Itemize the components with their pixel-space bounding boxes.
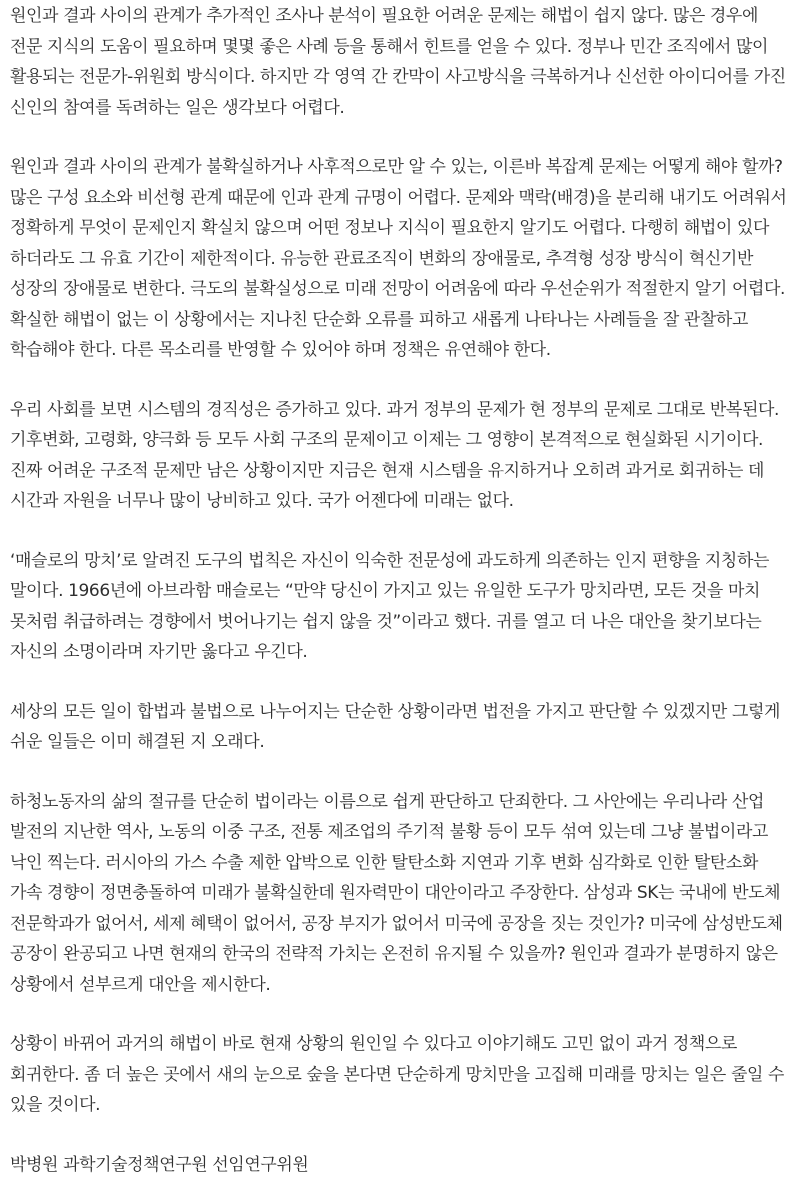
article-paragraph-6: 하청노동자의 삶의 절규를 단순히 법이라는 이름으로 쉽게 판단하고 단죄한다. 그 사안에는 우리나라 산업 발전의 지난한 역사, 노동의 이중 구조, 전통 제조업의 주기적 불황 등이 모두 섞여 있는데 그냥 불법이라고 낙인 찍는다. 러시아의 가스 수출 제한 압박으로 인한 탈탄소화 지연과 기후 변화 심각화로 인한 탈탄소화 가속 경향이 정면충돌하여 미래가 불확실한데 원자력만이 대안이라고 주장한다. 삼성과 SK는 국내에 반도체 전문학과가 없어서, 세제 혜택이 없어서, 공장 부지가 없어서 미국에 공장을 짓는 것인가? 미국에 삼성반도체 공장이 완공되고 나면 현재의 한국의 전략적 가치는 온전히 유지될 수 있을까? 원인과 결과가 분명하지 않은 상황에서 섣부르게 대안을 제시한다. (10, 791, 783, 995)
article-paragraph-2: 원인과 결과 사이의 관계가 불확실하거나 사후적으로만 알 수 있는, 이른바 복잡계 문제는 어떻게 해야 할까? 많은 구성 요소와 비선형 관계 때문에 인과 관계 규명이 어렵다. 문제와 맥락(배경)을 분리해 내기도 어려워서 정확하게 무엇이 문제인지 확실치 않으며 어떤 정보나 지식이 필요한지 알기도 어렵다. 다행히 해법이 있다 하더라도 그 유효 기간이 제한적이다. 유능한 관료조직이 변화의 장애물로, 추격형 성장 방식이 혁신기반 성장의 장애물로 변한다. 극도의 불확실성으로 미래 전망이 어려움에 따라 우선순위가 적절한지 알기 어렵다. 확실한 해법이 없는 이 상황에서는 지나친 단순화 오류를 피하고 새롭게 나타나는 사례들을 잘 관찰하고 학습해야 한다. 다른 목소리를 반영할 수 있어야 하며 정책은 유연해야 한다. (10, 157, 787, 360)
article-paragraph-4: ‘매슬로의 망치’로 알려진 도구의 법칙은 자신이 익숙한 전문성에 과도하게 의존하는 인지 편향을 지칭하는 말이다. 1966년에 아브라함 매슬로는 “만약 당신이 가지고 있는 유일한 도구가 망치라면, 모든 것을 마치 못처럼 취급하려는 경향에서 벗어나기는 쉽지 않을 것”이라고 했다. 귀를 열고 더 나은 대안을 찾기보다는 자신의 소명이라며 자기만 옳다고 우긴다. (10, 550, 769, 662)
article-paragraph-1: 원인과 결과 사이의 관계가 추가적인 조사나 분석이 필요한 어려운 문제는 해법이 쉽지 않다. 많은 경우에 전문 지식의 도움이 필요하며 몇몇 좋은 사례 등을 통해서 힌트를 얻을 수 있다. 정부나 민간 조직에서 많이 활용되는 전문가-위원회 방식이다. 하지만 각 영역 간 칸막이 사고방식을 극복하거나 신선한 아이디어를 가진 신인의 참여를 독려하는 일은 생각보다 어렵다. (10, 6, 786, 118)
article-paragraph-7: 상황이 바뀌어 과거의 해법이 바로 현재 상황의 원인일 수 있다고 이야기해도 고민 없이 과거 정책으로 회귀한다. 좀 더 높은 곳에서 새의 눈으로 숲을 본다면 단순하게 망치만을 고집해 미래를 망치는 일은 줄일 수 있을 것이다. (10, 1034, 785, 1115)
author-byline: 박병원 과학기술정책연구원 선임연구위원 (10, 1154, 309, 1175)
article-paragraph-3: 우리 사회를 보면 시스템의 경직성은 증가하고 있다. 과거 정부의 문제가 현 정부의 문제로 그대로 반복된다. 기후변화, 고령화, 양극화 등 모두 사회 구조의 문제이고 이제는 그 영향이 본격적으로 현실화된 시기이다. 진짜 어려운 구조적 문제만 남은 상황이지만 지금은 현재 시스템을 유지하거나 오히려 과거로 회귀하는 데 시간과 자원을 너무나 많이 낭비하고 있다. 국가 어젠다에 미래는 없다. (10, 399, 780, 511)
article-body (0, 1, 804, 1180)
article-paragraph-5: 세상의 모든 일이 합법과 불법으로 나누어지는 단순한 상황이라면 법전을 가지고 판단할 수 있겠지만 그렇게 쉬운 일들은 이미 해결된 지 오래다. (10, 701, 781, 752)
